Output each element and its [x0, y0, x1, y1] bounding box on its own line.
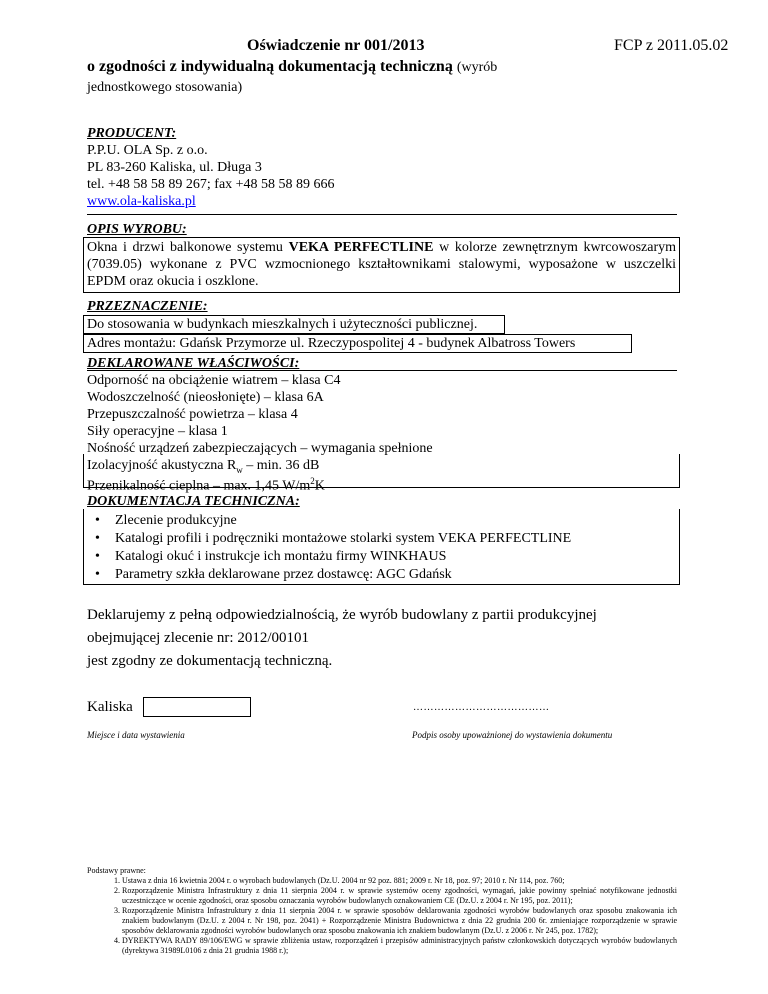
acoustic-sub: w — [236, 464, 243, 475]
place-label-text: Kaliska — [87, 699, 133, 715]
declaration-line1: Deklarujemy z pełną odpowiedzialnością, że wyrób budowlany z partii produkcyjnej — [87, 607, 597, 623]
producent-name: P.P.U. OLA Sp. z o.o. — [87, 143, 208, 158]
thermal-suffix: K — [314, 478, 325, 494]
wlasciwosc-item: Wodoszczelność (nieosłonięte) – klasa 6A — [87, 390, 324, 405]
dokumentacja-heading-text: DOKUMENTACJA TECHNICZNA: — [87, 494, 300, 509]
declaration-line3: jest zgodny ze dokumentacją techniczną. — [87, 653, 333, 669]
wlasciwosc-item: Siły operacyjne – klasa 1 — [87, 424, 228, 439]
dokumentacja-item: • Parametry szkła deklarowane przez dostawcę: AGC Gdańsk — [87, 566, 677, 584]
opis-text-before: Okna i drzwi balkonowe systemu — [87, 240, 283, 255]
dokumentacja-item: • Katalogi profili i podręczniki montażowe stolarki system VEKA PERFECTLINE — [87, 530, 677, 548]
producent-contact: tel. +48 58 58 89 267; fax +48 58 58 89 666 — [87, 177, 335, 192]
przeznaczenie-line1: Do stosowania w budynkach mieszkalnych i użyteczności publicznej. — [87, 317, 478, 332]
legal-item: 1. Ustawa z dnia 16 kwietnia 2004 r. o wyrobach budowlanych (Dz.U. 2004 nr 92 poz. 881; 2009 r. Nr 18, poz. 97; 2010 r. Nr 114, poz. 760; — [122, 876, 677, 886]
date-input-box[interactable] — [143, 697, 251, 717]
wlasciwosc-item: Przepuszczalność powietrza – klasa 4 — [87, 407, 298, 422]
dokumentacja-heading — [87, 493, 300, 510]
producent-address: PL 83-260 Kaliska, ul. Długa 3 — [87, 160, 262, 175]
place-date-caption: Miejsce i data wystawienia — [87, 730, 185, 740]
document-subtitle — [87, 58, 497, 76]
declaration-line2: obejmującej zlecenie nr: 2012/00101 — [87, 630, 310, 646]
legal-heading: Podstawy prawne: — [87, 866, 146, 875]
dokumentacja-list — [87, 512, 677, 584]
opis-heading-text: OPIS WYROBU: — [87, 222, 187, 237]
opis-text-after: w kolorze zewnętrznym kwrcowoszarym (7039.05) wykonane z PVC wzmocnionego kształtownikami stalowymi, wyposażone w uszczelki EPDM oraz okucia i oszklone. — [87, 240, 677, 289]
divider — [87, 214, 677, 215]
producent-section — [87, 125, 335, 210]
subtitle-line2: jednostkowego stosowania) — [87, 80, 243, 95]
thermal-prefix: Przenikalność cieplna – max. 1,45 W/m — [87, 478, 311, 494]
thermal-sup: 2 — [310, 476, 315, 486]
wlasciwosc-item: Nośność urządzeń zabezpieczających – wymagania spełnione — [87, 441, 433, 456]
wlasciwosci-list — [87, 372, 433, 457]
wlasciwosc-item: Odporność na obciążenie wiatrem – klasa C4 — [87, 373, 341, 388]
opis-system: VEKA PERFECTLINE — [288, 240, 434, 255]
legal-item: 4. DYREKTYWA RADY 89/106/EWG w sprawie zbliżenia ustaw, rozporządzeń i przepisów administracyjnych państw członkowskich dotyczących wyrobów budowlanych (dyrektywa 31989L0106 z dnia 21 grudnia 1988 r.); — [122, 936, 677, 956]
przeznaczenie-heading-text: PRZEZNACZENIE: — [87, 299, 208, 314]
przeznaczenie-line2: Adres montażu: Gdańsk Przymorze ul. Rzeczypospolitej 4 - budynek Albatross Towers — [87, 336, 576, 351]
acoustic-suffix: – min. 36 dB — [242, 458, 320, 473]
signature-caption: Podpis osoby upoważnionej do wystawienia dokumentu — [412, 730, 613, 740]
przeznaczenie-heading — [87, 298, 208, 315]
wlasciwosci-divider — [87, 370, 677, 371]
producent-website-link[interactable]: www.ola-kaliska.pl — [87, 194, 196, 209]
form-code: FCP z 2011.05.02 — [614, 37, 729, 54]
opis-heading — [87, 221, 187, 238]
subtitle-bold: o zgodności z indywidualną dokumentacją techniczną — [87, 58, 453, 75]
legal-item: 3. Rozporządzenie Ministra Infrastruktury z dnia 11 sierpnia 2004 r. w sprawie sposobów deklarowania zgodności wyrobów budowlanych oraz sposobu znakowania ich znakiem budowlanym (Dz.U. z 2004 r. Nr 198, poz. 2041) + Rozporządzenie Ministra Budownictwa z dnia 22 grudnia 200 6r. zmieniające rozporządzenie w sprawie sposobów deklarowania zgodności wyrobów budowlanych oraz sposobu znakowania ich znakiem budowlanym (Dz.U. z 2006 r. Nr 245, poz. 1782); — [122, 906, 677, 936]
thermal-item — [87, 473, 325, 495]
declaration-text — [87, 604, 597, 673]
dokumentacja-item: • Katalogi okuć i instrukcje ich montażu firmy WINKHAUS — [87, 548, 677, 566]
opis-text — [87, 239, 676, 290]
producent-heading: PRODUCENT: — [87, 126, 177, 141]
dokumentacja-item: • Zlecenie produkcyjne — [87, 512, 677, 530]
document-title: Oświadczenie nr 001/2013 — [247, 37, 425, 54]
legal-section — [87, 866, 677, 956]
signature-line: ………………………………… — [413, 702, 550, 713]
wlasciwosci-heading-text: DEKLAROWANE WŁAŚCIWOŚCI: — [87, 356, 300, 371]
legal-item: 2. Rozporządzenie Ministra Infrastruktury z dnia 11 sierpnia 2004 r. w sprawie systemów oceny zgodności, wymagań, jakie powinny spełniać notyfikowane jednostki uczestniczące w ocenie zgodności, oraz sposobu oznaczania wyrobów budowlanych oznakowaniem CE (Dz.U. z 2004 r. Nr 195, poz. 2011); — [122, 886, 677, 906]
subtitle-normal: (wyrób — [456, 60, 498, 75]
acoustic-prefix: Izolacyjność akustyczna R — [87, 458, 237, 473]
